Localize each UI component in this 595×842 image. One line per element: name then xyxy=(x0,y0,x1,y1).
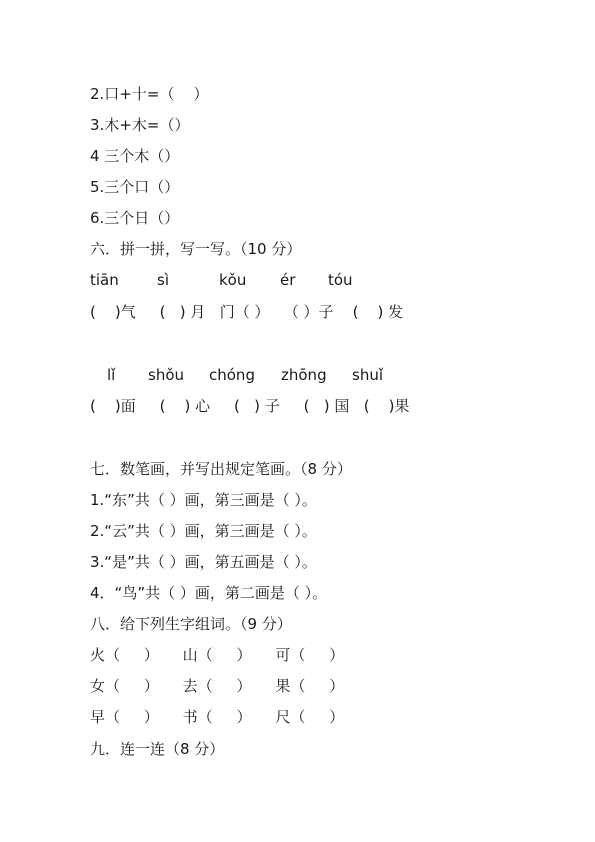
stroke-question-4: 4．“鸟”共（ ）画，第二画是（ ）。 xyxy=(90,584,328,602)
word-group-row-1: 火（ ） 山（ ） 可（ ） xyxy=(90,646,345,664)
stroke-question-1: 1.“东”共（ ）画，第三画是（ ）。 xyxy=(90,491,317,509)
word-group-row-3: 早（ ） 书（ ） 尺（ ） xyxy=(90,708,345,726)
word-group-row-2: 女（ ） 去（ ） 果（ ） xyxy=(90,677,345,695)
section7-heading: 七．数笔画，并写出规定笔画。（8 分） xyxy=(90,460,352,478)
pinyin-shou: shǒu xyxy=(148,366,185,384)
pinyin-shui: shuǐ xyxy=(352,366,383,384)
pinyin-zhong: zhōng xyxy=(281,366,327,384)
section8-heading: 八．给下列生字组词。（9 分） xyxy=(90,615,292,633)
section6-heading: 六．拼一拼，写一写。（10 分） xyxy=(90,240,302,258)
stroke-question-3: 3.“是”共（ ）画，第五画是（ ）。 xyxy=(90,553,317,571)
q5-item-4: 4 三个木（） xyxy=(90,147,180,165)
section9-heading: 九．连一连（8 分） xyxy=(90,740,225,758)
q5-item-5: 5.三个口（） xyxy=(90,178,180,196)
pinyin-chong: chóng xyxy=(209,366,255,384)
q5-item-2: 2.口+十=（ ） xyxy=(90,85,209,103)
pinyin-blanks-row-2: ( )面 ( ) 心 ( ) 子 ( ) 国 ( )果 xyxy=(90,397,410,415)
q5-item-3: 3.木+木=（） xyxy=(90,116,190,134)
q5-item-6: 6.三个日（） xyxy=(90,209,180,227)
pinyin-li: lǐ xyxy=(107,366,116,384)
pinyin-tou: tóu xyxy=(328,271,353,289)
pinyin-blanks-row-1: ( )气 ( ) 月 门（ ） （ ）子 ( ) 发 xyxy=(90,303,404,321)
stroke-question-2: 2.“云”共（ ）画，第三画是（ ）。 xyxy=(90,522,317,540)
pinyin-tian: tiān xyxy=(90,271,119,289)
pinyin-kou: kǒu xyxy=(219,271,247,289)
pinyin-er: ér xyxy=(280,271,296,289)
pinyin-si: sì xyxy=(157,271,169,289)
